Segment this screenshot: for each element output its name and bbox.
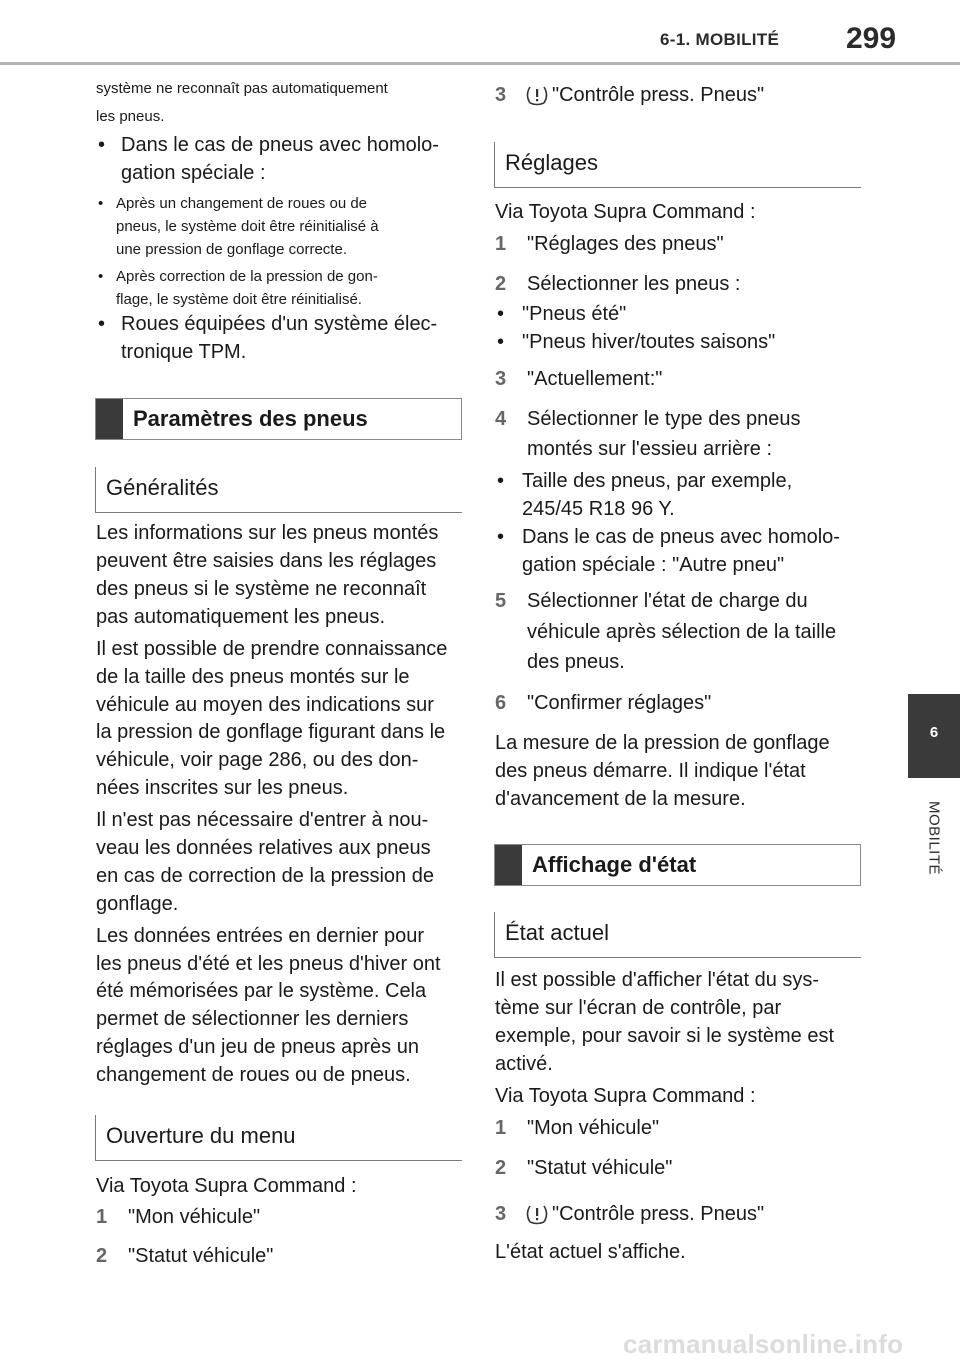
step-text: Sélectionner le type des pneus [527,408,801,430]
step-text: "Confirmer réglages" [527,692,712,714]
step-number: 1 [96,1206,108,1228]
paragraph-line: véhicule au moyen des indications sur [96,694,434,716]
bullet-dot: • [497,303,505,325]
section-heading: Paramètres des pneus [133,406,368,431]
step-text: "Mon véhicule" [128,1206,261,1228]
subheading: Généralités [106,475,219,500]
bullet-dot: • [497,526,505,548]
via-text: Via Toyota Supra Command : [96,1175,357,1197]
paragraph-line: d'avancement de la mesure. [495,788,746,810]
step-number: 1 [495,233,507,255]
subheading-block [494,142,861,188]
subheading-block [494,912,861,958]
sub-bullet-text: pneus, le système doit être réinitialisé à [116,218,379,235]
section-heading: Affichage d'état [532,852,697,877]
step-text: des pneus. [527,651,625,673]
sub-bullet-text: une pression de gonflage correcte. [116,241,347,258]
paragraph-line: La mesure de la pression de gonflage [495,732,830,754]
bullet-text: tronique TPM. [121,341,247,363]
bullet-dot: • [497,331,505,353]
paragraph-line: Il est possible d'afficher l'état du sys- [495,969,820,991]
step-text: Sélectionner l'état de charge du [527,590,808,612]
step-number: 3 [495,1203,507,1225]
step-text: "Contrôle press. Pneus" [552,1203,765,1225]
paragraph-line: Il est possible de prendre connaissance [96,638,448,660]
paragraph-line: gonflage. [96,893,179,915]
subheading-block [95,1115,462,1161]
sub-bullet-text: Après un changement de roues ou de [116,195,368,212]
step-text: Sélectionner les pneus : [527,273,741,295]
step-text: "Réglages des pneus" [527,233,724,255]
step-number: 3 [495,368,507,390]
section-heading-box [494,844,861,886]
subheading: Réglages [505,150,598,175]
bullet-text: Dans le cas de pneus avec homolo- [121,134,439,156]
bullet-text: gation spéciale : [121,162,266,184]
paragraph-line: de la taille des pneus montés sur le [96,666,410,688]
bullet-text: "Pneus été" [522,303,627,325]
paragraph-line: nées inscrites sur les pneus. [96,777,349,799]
paragraph-line: en cas de correction de la pression de [96,865,434,887]
step-number: 4 [495,408,507,430]
paragraph-line: véhicule, voir page 286, ou des don- [96,749,419,771]
heading-marker [495,845,522,885]
tire-pressure-warning-icon [524,84,550,106]
via-text: Via Toyota Supra Command : [495,201,756,223]
step-number: 1 [495,1117,507,1139]
step-text: montés sur l'essieu arrière : [527,438,773,460]
watermark-logo: carmanualsonline.info [623,1329,904,1359]
step-number: 6 [495,692,507,714]
step-text: "Contrôle press. Pneus" [552,84,765,106]
bullet-text: Dans le cas de pneus avec homolo- [522,526,840,548]
paragraph-line: les pneus d'été et les pneus d'hiver ont [96,953,441,975]
paragraph-line: tème sur l'écran de contrôle, par [495,997,782,1019]
chapter-label: MOBILITÉ [925,800,943,876]
heading-marker [96,399,123,439]
sub-bullet-text: flage, le système doit être réinitialisé. [116,291,362,308]
tire-pressure-warning-icon [524,1203,550,1225]
paragraph-line: veau les données relatives aux pneus [96,837,431,859]
paragraph-line: Les informations sur les pneus montés [96,522,439,544]
step-number: 3 [495,84,507,106]
intro-text-line: système ne reconnaît pas automatiquement [96,80,388,97]
subheading: État actuel [505,920,609,945]
paragraph-line: Il n'est pas nécessaire d'entrer à nou- [96,809,429,831]
bullet-text: 245/45 R18 96 Y. [522,498,675,520]
bullet-text: gation spéciale : "Autre pneu" [522,554,785,576]
bullet-dot: • [98,134,106,156]
paragraph-line: réglages d'un jeu de pneus après un [96,1036,419,1058]
bullet-text: Roues équipées d'un système élec- [121,313,438,335]
step-number: 2 [495,273,507,295]
paragraph-line: changement de roues ou de pneus. [96,1064,411,1086]
paragraph-line: des pneus si le système ne reconnaît [96,578,427,600]
section-title: 6-1. MOBILITÉ [660,30,780,49]
section-heading-box [95,398,462,440]
bullet-dot: • [98,313,106,335]
sub-bullet-text: Après correction de la pression de gon- [116,268,378,285]
paragraph-line: permet de sélectionner les derniers [96,1008,409,1030]
sub-bullet-dot: • [98,195,104,212]
step-text: véhicule après sélection de la taille [527,621,837,643]
bullet-dot: • [497,470,505,492]
paragraph-line: la pression de gonflage figurant dans le [96,721,446,743]
paragraph-line: des pneus démarre. Il indique l'état [495,760,806,782]
step-number: 2 [96,1245,108,1267]
chapter-tab [908,694,960,778]
subheading: Ouverture du menu [106,1123,296,1148]
bullet-text: "Pneus hiver/toutes saisons" [522,331,776,353]
sub-bullet-dot: • [98,268,104,285]
subheading-block [95,467,462,513]
step-text: "Actuellement:" [527,368,663,390]
step-number: 2 [495,1157,507,1179]
paragraph-line: été mémorisées par le système. Cela [96,980,427,1002]
paragraph-line: activé. [495,1053,553,1075]
closing-text: L'état actuel s'affiche. [495,1241,686,1263]
step-text: "Mon véhicule" [527,1117,660,1139]
step-number: 5 [495,590,507,612]
chapter-number: 6 [929,724,939,741]
page-number: 299 [846,22,897,55]
paragraph-line: pas automatiquement les pneus. [96,606,386,628]
bullet-text: Taille des pneus, par exemple, [522,470,793,492]
paragraph-line: exemple, pour savoir si le système est [495,1025,835,1047]
header-divider [0,62,960,65]
via-text: Via Toyota Supra Command : [495,1085,756,1107]
paragraph-line: peuvent être saisies dans les réglages [96,550,437,572]
intro-text-line: les pneus. [96,108,165,125]
step-text: "Statut véhicule" [128,1245,274,1267]
paragraph-line: Les données entrées en dernier pour [96,925,425,947]
step-text: "Statut véhicule" [527,1157,673,1179]
